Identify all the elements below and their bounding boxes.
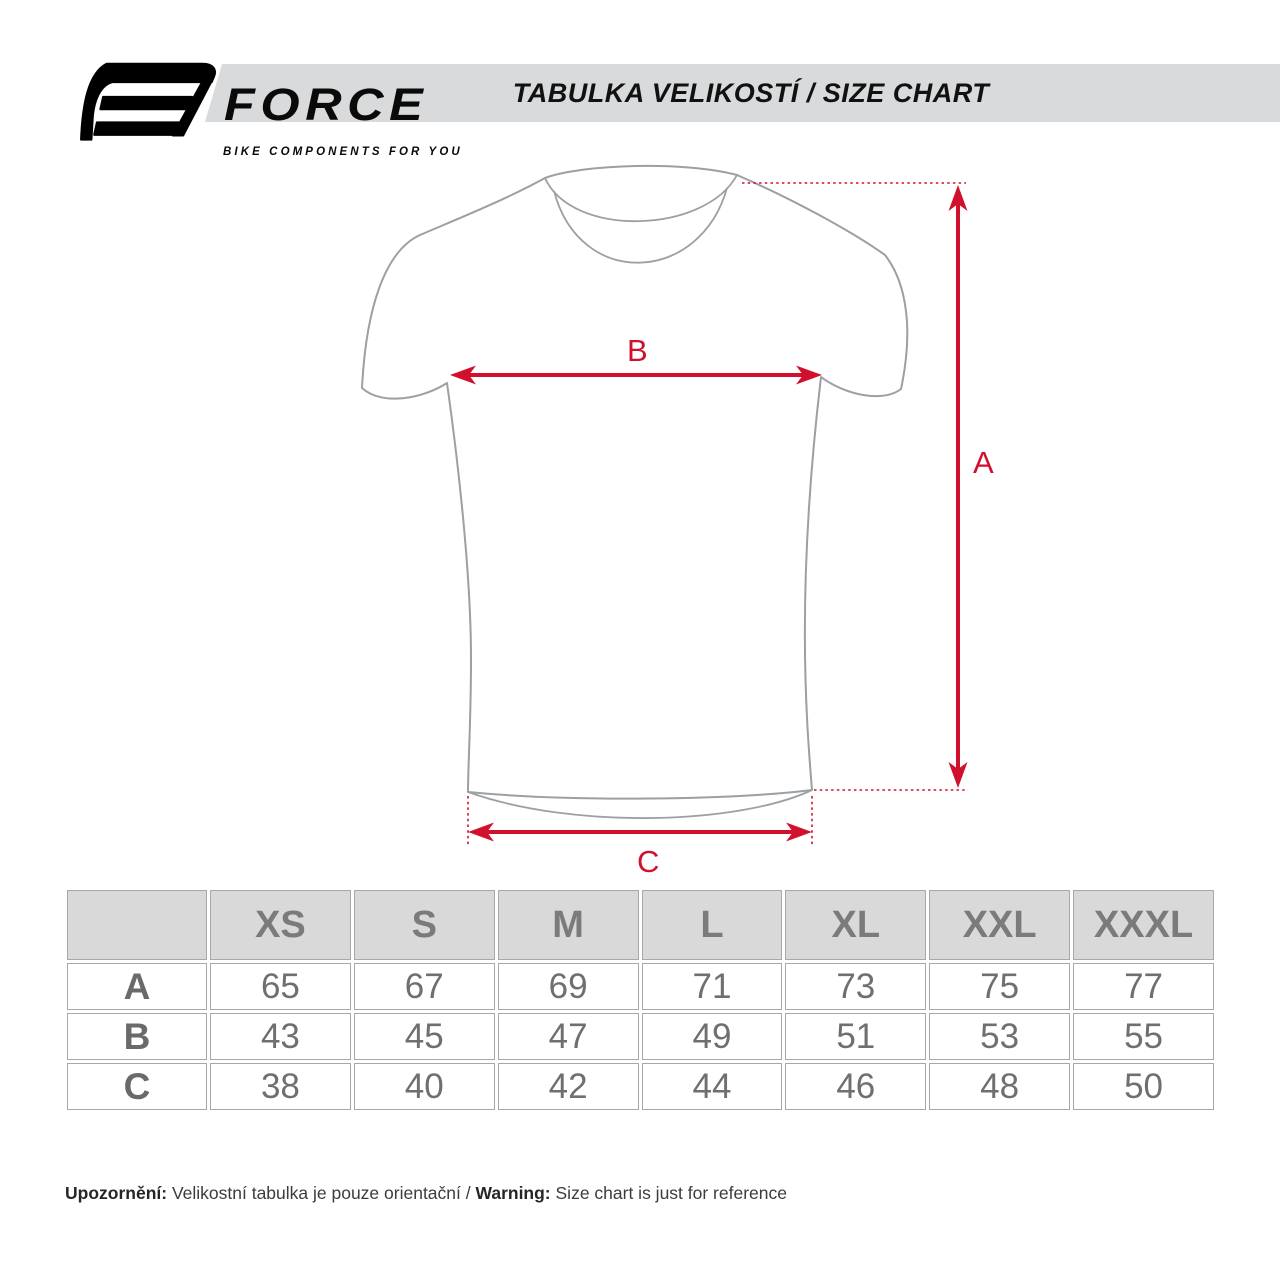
cell-b-m: 47	[498, 1013, 639, 1060]
cell-a-l: 71	[642, 963, 783, 1010]
diagram-label-b: B	[627, 333, 648, 368]
cell-c-xxxl: 50	[1073, 1063, 1214, 1110]
cell-b-xxl: 53	[929, 1013, 1070, 1060]
cell-b-xl: 51	[785, 1013, 926, 1060]
measure-arrow-a-icon	[949, 185, 968, 788]
footer-warning-text-cs: Velikostní tabulka je pouze orientační /	[167, 1183, 476, 1203]
tshirt-outline	[362, 166, 907, 799]
column-header-l: L	[642, 890, 783, 960]
column-header-xl: XL	[785, 890, 926, 960]
cell-b-xxxl: 55	[1073, 1013, 1214, 1060]
cell-c-l: 44	[642, 1063, 783, 1110]
diagram-label-c: C	[637, 844, 660, 878]
cell-b-xs: 43	[210, 1013, 351, 1060]
table-row-a	[67, 963, 1214, 1010]
logo-bottom-bar	[94, 122, 182, 134]
force-logo-icon	[78, 61, 220, 141]
footer-warning-label-en: Warning:	[475, 1183, 551, 1203]
table-row-b	[67, 1013, 1214, 1060]
table-row-c	[67, 1063, 1214, 1110]
cell-c-xl: 46	[785, 1063, 926, 1110]
cell-b-s: 45	[354, 1013, 495, 1060]
cell-a-m: 69	[498, 963, 639, 1010]
cell-c-xs: 38	[210, 1063, 351, 1110]
logo-middle-bar	[100, 97, 192, 109]
footer-warning	[65, 1183, 787, 1204]
footer-warning-label-cs: Upozornění:	[65, 1183, 168, 1203]
size-table-header-row	[67, 890, 1214, 960]
page-title: TABULKA VELIKOSTÍ / SIZE CHART	[512, 78, 990, 108]
cell-a-s: 67	[354, 963, 495, 1010]
cell-c-xxl: 48	[929, 1063, 1070, 1110]
column-header-xxl: XXL	[929, 890, 1070, 960]
row-label-a: A	[67, 963, 207, 1010]
brand-tagline: BIKE COMPONENTS FOR YOU	[223, 146, 463, 158]
tshirt-diagram	[340, 158, 1000, 878]
cell-a-xs: 65	[210, 963, 351, 1010]
row-label-b: B	[67, 1013, 207, 1060]
column-header-s: S	[354, 890, 495, 960]
row-label-c: C	[67, 1063, 207, 1110]
diagram-label-a: A	[973, 445, 994, 480]
cell-c-m: 42	[498, 1063, 639, 1110]
column-header-xxxl: XXXL	[1073, 890, 1214, 960]
column-header-m: M	[498, 890, 639, 960]
size-table	[64, 887, 1217, 1113]
brand-wordmark: FORCE	[224, 79, 429, 130]
footer-warning-text-en: Size chart is just for reference	[550, 1183, 787, 1203]
cell-c-s: 40	[354, 1063, 495, 1110]
cell-a-xxxl: 77	[1073, 963, 1214, 1010]
size-table-corner-cell	[67, 890, 207, 960]
cell-a-xxl: 75	[929, 963, 1070, 1010]
cell-b-l: 49	[642, 1013, 783, 1060]
measure-arrow-c-icon	[468, 823, 812, 842]
cell-a-xl: 73	[785, 963, 926, 1010]
column-header-xs: XS	[210, 890, 351, 960]
